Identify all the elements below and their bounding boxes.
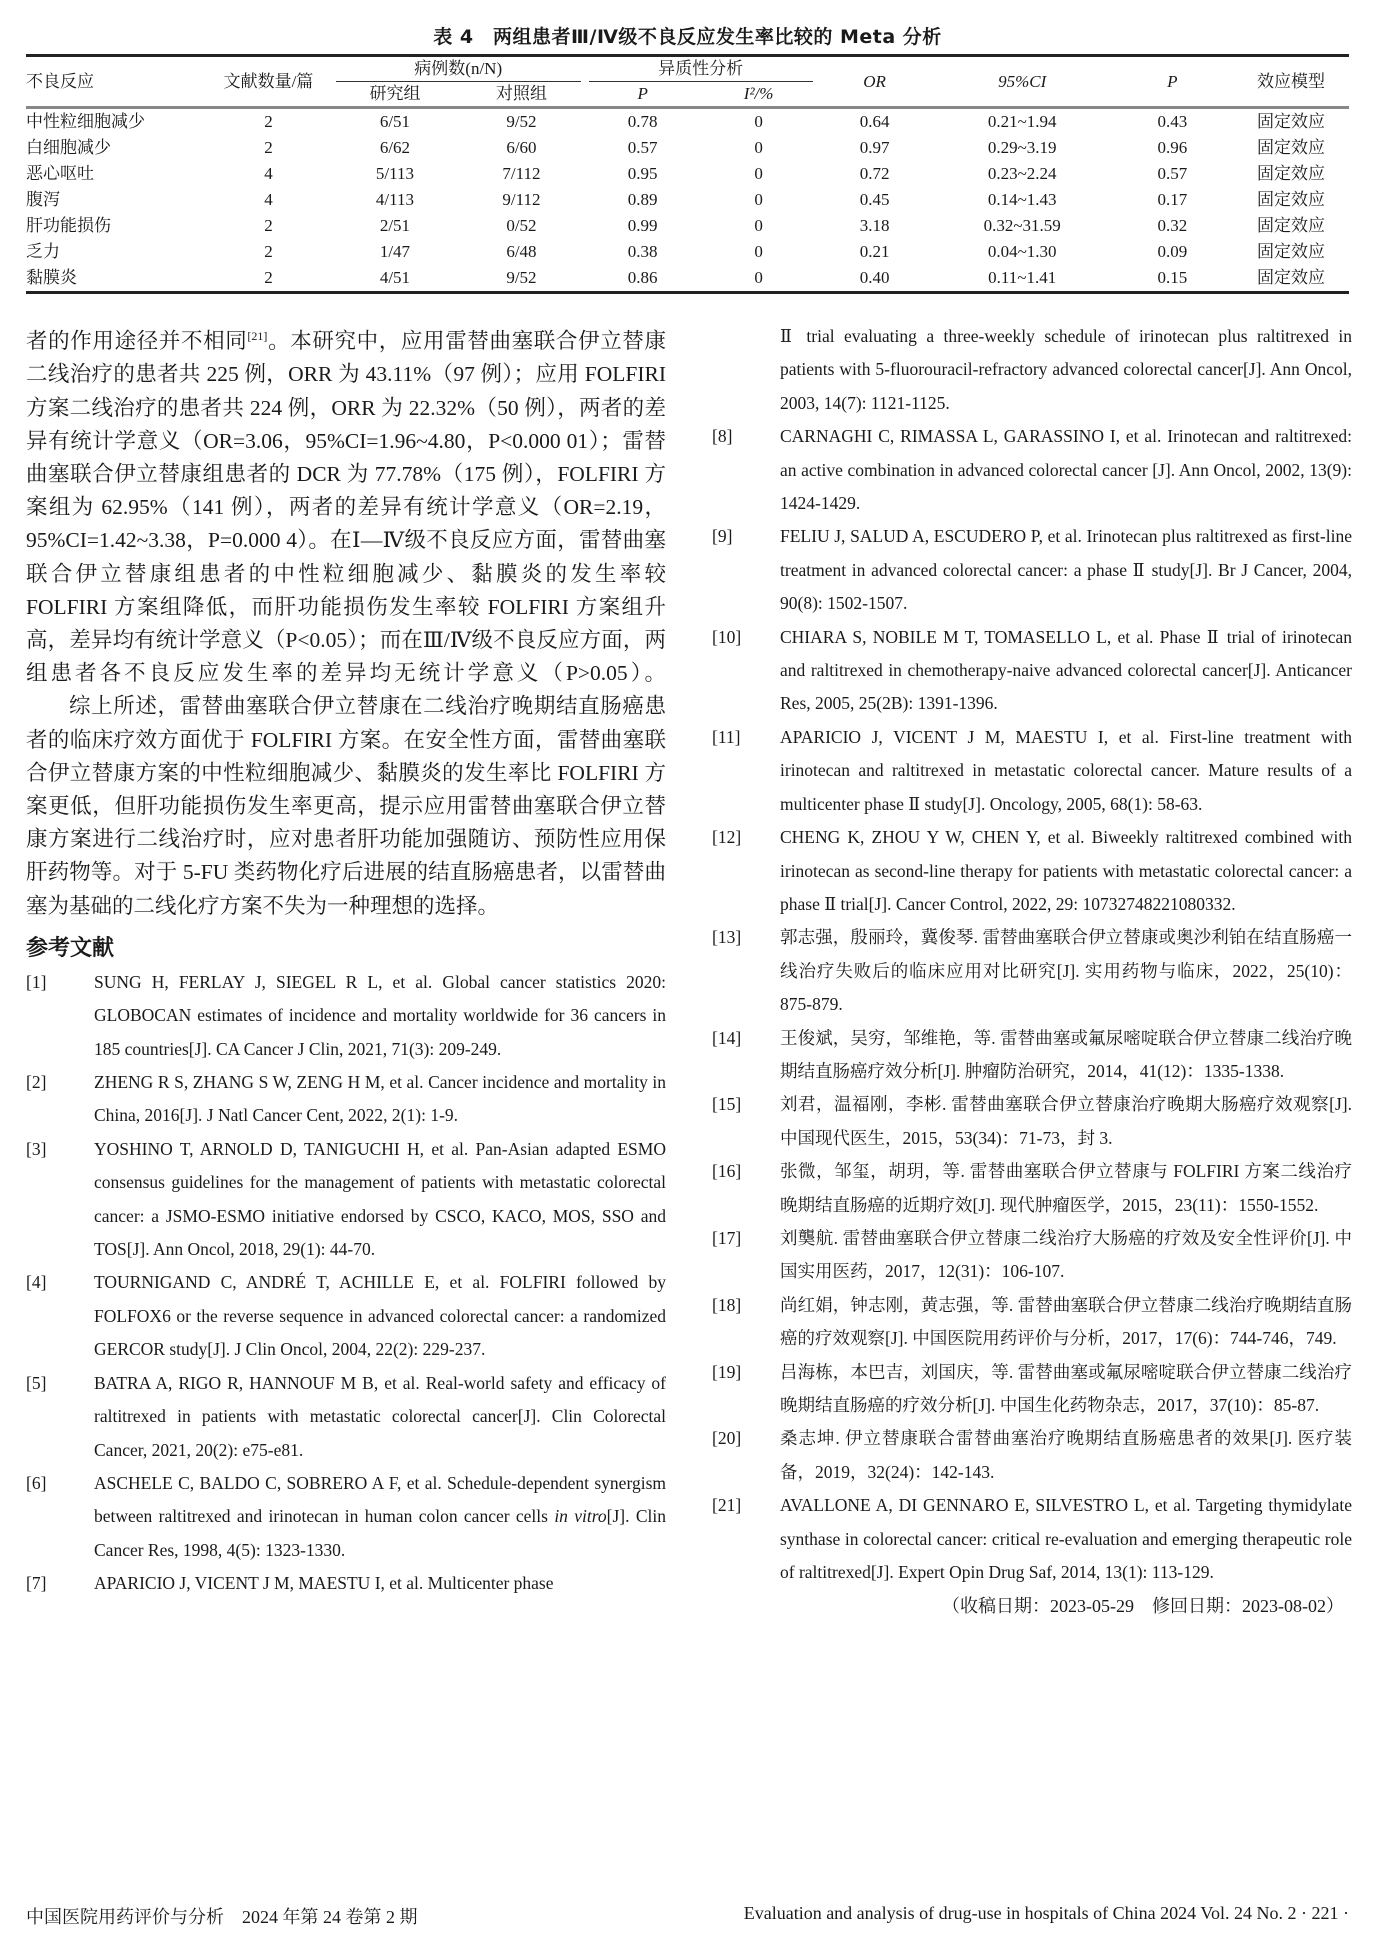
cell-or: 0.64 — [859, 112, 890, 131]
reference-item — [26, 1133, 666, 1267]
reference-text: 吕海栋，本巴吉，刘国庆，等. 雷替曲塞或氟尿嘧啶联合伊立替康二线治疗晚期结直肠癌的疗效分析[J]. 中国生化药物杂志，2017，37(10)：85-87. — [780, 1361, 1352, 1415]
reference-text: 桑志坤. 伊立替康联合雷替曲塞治疗晚期结直肠癌患者的效果[J]. 医疗装备，2019，32(24)：142-143. — [780, 1428, 1352, 1482]
header-heterogeneity-group: 异质性分析 — [585, 56, 817, 83]
header-model: 效应模型 — [1233, 56, 1349, 108]
cell-p: 0.09 — [1157, 242, 1188, 261]
cell-i2: 0 — [754, 242, 763, 261]
references-left-list — [26, 966, 666, 1601]
reference-number: [5] — [26, 1372, 47, 1393]
reference-item — [26, 1266, 666, 1366]
reference-text: CHENG K, ZHOU Y W, CHEN Y, et al. Biweekly raltitrexed combined with irinotecan as second-line therapy for patients with metastatic colorectal cancer: a phase Ⅱ trial[J]. Cancer Control, 2022, 29: 10732748221080332. — [780, 827, 1352, 914]
reference-number: [21] — [712, 1495, 742, 1516]
reference-text: 刘君，温福刚，李彬. 雷替曲塞联合伊立替康治疗晚期大肠癌疗效观察[J]. 中国现代医生，2015，53(34)：71-73，封 3. — [780, 1094, 1352, 1148]
reference-text: BATRA A, RIGO R, HANNOUF M B, et al. Real-world safety and efficacy of raltitrexed in patients with metastatic colorectal cancer[J]. Clin Colorectal Cancer, 2021, 20(2): e75-e81. — [94, 1372, 666, 1460]
reference-text: YOSHINO T, ARNOLD D, TANIGUCHI H, et al. Pan-Asian adapted ESMO consensus guidelines for the management of patients with metastatic colorectal cancer: a JSMO-ESMO initiative endorsed by CSCO, KACO, MOS, SSO and TOS[J]. Ann Oncol, 2018, 29(1): 44-70. — [94, 1138, 666, 1260]
header-p: P — [1112, 56, 1233, 108]
header-study-group: 研究组 — [332, 82, 459, 108]
references-right-list — [712, 420, 1352, 1589]
cell-p: 0.96 — [1157, 138, 1188, 157]
cell-het-p: 0.38 — [627, 242, 658, 261]
table-row — [26, 161, 1349, 187]
reference-number: [6] — [26, 1472, 47, 1493]
cell-count: 4 — [264, 164, 273, 183]
reference-number: [3] — [26, 1138, 47, 1159]
reference-number: [14] — [712, 1027, 742, 1048]
reference-item — [26, 1066, 666, 1133]
reference-item — [712, 520, 1352, 620]
cell-reaction: 白细胞减少 — [26, 138, 111, 157]
cell-model: 固定效应 — [1256, 216, 1325, 235]
cell-i2: 0 — [754, 164, 763, 183]
table-row — [26, 187, 1349, 213]
reference-7-continuation: Ⅱ trial evaluating a three-weekly schedule of irinotecan plus raltitrexed in patients with 5-fluorouracil-refractory advanced colorectal cancer[J]. Ann Oncol, 2003, 14(7): 1121-1125. — [780, 326, 1352, 413]
cell-model: 固定效应 — [1256, 164, 1325, 183]
meta-analysis-table — [26, 54, 1349, 294]
cell-or: 0.45 — [859, 190, 890, 209]
reference-item — [712, 1022, 1352, 1089]
right-column — [712, 320, 1352, 1623]
cell-control: 9/52 — [506, 112, 537, 131]
reference-item — [712, 1222, 1352, 1289]
cell-reaction: 肝功能损伤 — [26, 216, 111, 235]
header-or: OR — [817, 56, 933, 108]
cell-ci: 0.29~3.19 — [987, 138, 1057, 157]
cell-i2: 0 — [701, 265, 817, 293]
cell-ci: 0.04~1.30 — [987, 242, 1057, 261]
cell-control: 9/112 — [502, 190, 541, 209]
header-literature-count: 文献数量/篇 — [205, 56, 332, 108]
footer-journal-cn: 中国医院用药评价与分析 2024 年第 24 卷第 2 期 — [26, 1907, 418, 1927]
cell-control: 6/60 — [506, 138, 537, 157]
reference-text: CHIARA S, NOBILE M T, TOMASELLO L, et al. Phase Ⅱ trial of irinotecan and raltitrexed in chemotherapy-naive advanced colorectal cancer[J]. Anticancer Res, 2005, 25(2B): 1391-1396. — [780, 626, 1352, 714]
reference-item — [712, 1489, 1352, 1589]
header-het-i2: I²/% — [701, 82, 817, 108]
header-cases-group: 病例数(n/N) — [332, 56, 585, 83]
cell-or: 0.97 — [859, 138, 890, 157]
cell-het-p: 0.89 — [627, 190, 658, 209]
reference-item — [26, 966, 666, 1066]
cell-i2: 0 — [754, 138, 763, 157]
cell-model: 固定效应 — [1256, 112, 1325, 131]
cell-model: 固定效应 — [1256, 242, 1325, 261]
cell-study: 6/62 — [379, 138, 411, 157]
reference-number: [20] — [712, 1428, 742, 1449]
cell-or: 0.40 — [817, 265, 933, 293]
results-paragraph: 者的作用途径并不相同[21]。本研究中，应用雷替曲塞联合伊立替康二线治疗的患者共 225 例，ORR 为 43.11%（97 例）；应用 FOLFIRI 方案二线治疗的患者共 224 例，ORR 为 22.32%（50 例），两者的差异有统计学意义（OR=3.06，95%CI=1.96~4.80，P<0.000 01）；雷替曲塞联合伊立替康组患者的 DCR 为 77.78%（175 例），FOLFIRI 方案组为 62.95%（141 例），两者的差异有统计学意义（OR=2.19，95%CI=1.42~3.38，P=0.000 4）。在Ⅰ—Ⅳ级不良反应方面，雷替曲塞联合伊立替康组患者的中性粒细胞减少、黏膜炎的发生率较 FOLFIRI 方案组降低，而肝功能损伤发生率较 FOLFIRI 方案组升高，差异均有统计学意义（P<0.05）；而在Ⅲ/Ⅳ级不良反应方面，两组患者各不良反应发生率的差异均无统计学意义（P>0.05）。 — [26, 329, 666, 686]
reference-text: APARICIO J, VICENT J M, MAESTU I, et al. First-line treatment with irinotecan and raltitrexed in metastatic colorectal cancer. Mature results of a multicenter phase Ⅱ study[J]. Oncology, 2005, 68(1): 58-63. — [780, 726, 1352, 814]
reference-item — [712, 1088, 1352, 1155]
table-row — [26, 265, 1349, 293]
cell-count: 4 — [264, 190, 273, 209]
cell-reaction: 恶心呕吐 — [26, 164, 94, 183]
reference-number: [4] — [26, 1272, 47, 1293]
cell-study: 4/113 — [375, 190, 414, 209]
cell-het-p: 0.99 — [627, 216, 658, 235]
reference-text: AVALLONE A, DI GENNARO E, SILVESTRO L, et al. Targeting thymidylate synthase in colorectal cancer: critical re-evaluation and emerging therapeutic role of raltitrexed[J]. Expert Opin Drug Saf, 2014, 13(1): 113-129. — [780, 1495, 1352, 1583]
cell-study: 4/51 — [332, 265, 459, 293]
reference-text: SUNG H, FERLAY J, SIEGEL R L, et al. Global cancer statistics 2020: GLOBOCAN estimates of incidence and mortality worldwide for 36 cancers in 185 countries[J]. CA Cancer J Clin, 2021, 71(3): 209-249. — [94, 971, 666, 1059]
reference-text: 张微，邹玺，胡玥，等. 雷替曲塞联合伊立替康与 FOLFIRI 方案二线治疗晚期结直肠癌的近期疗效[J]. 现代肿瘤医学，2015，23(11)：1550-1552. — [780, 1161, 1352, 1215]
cell-het-p: 0.86 — [585, 265, 701, 293]
header-adverse-reaction: 不良反应 — [26, 56, 205, 108]
cell-p: 0.15 — [1112, 265, 1233, 293]
cell-study: 6/51 — [379, 112, 411, 131]
conclusion-paragraph: 综上所述，雷替曲塞联合伊立替康在二线治疗晚期结直肠癌患者的临床疗效方面优于 FOLFIRI 方案。在安全性方面，雷替曲塞联合伊立替康方案的中性粒细胞减少、黏膜炎的发生率比 FOLFIRI 方案更低，但肝功能损伤发生率更高，提示应用雷替曲塞联合伊立替康方案进行二线治疗时，应对患者肝功能加强随访、预防性应用保肝药物等。对于 5-FU 类药物化疗后进展的结直肠癌患者，以雷替曲塞为基础的二线化疗方案不失为一种理想的选择。 — [26, 694, 666, 918]
cell-count: 2 — [264, 216, 273, 235]
cell-ci: 0.11~1.41 — [933, 265, 1112, 293]
reference-number: [18] — [712, 1294, 742, 1315]
reference-item — [712, 921, 1352, 1021]
reference-item — [712, 621, 1352, 721]
reference-text: 郭志强，殷丽玲，冀俊琴. 雷替曲塞联合伊立替康或奥沙利铂在结直肠癌一线治疗失败后的临床应用对比研究[J]. 实用药物与临床，2022，25(10)：875-879. — [780, 927, 1352, 1015]
reference-item — [712, 1422, 1352, 1489]
reference-item — [712, 420, 1352, 520]
cell-p: 0.17 — [1157, 190, 1188, 209]
reference-number: [10] — [712, 626, 742, 647]
cell-reaction: 黏膜炎 — [26, 265, 205, 293]
reference-number: [7] — [26, 1573, 47, 1594]
cell-model: 固定效应 — [1233, 265, 1349, 293]
reference-number: [15] — [712, 1094, 742, 1115]
cell-control: 9/52 — [458, 265, 585, 293]
cell-reaction: 乏力 — [26, 242, 60, 261]
reference-number: [13] — [712, 927, 742, 948]
cell-reaction: 中性粒细胞减少 — [26, 112, 145, 131]
cell-count: 2 — [264, 112, 273, 131]
reference-number: [11] — [712, 726, 741, 747]
reference-number: [2] — [26, 1072, 47, 1093]
table-row — [26, 135, 1349, 161]
reference-text: 尚红娟，钟志刚，黄志强，等. 雷替曲塞联合伊立替康二线治疗晚期结直肠癌的疗效观察[J]. 中国医院用药评价与分析，2017，17(6)：744-746，749. — [780, 1294, 1352, 1349]
cell-het-p: 0.78 — [627, 112, 658, 131]
cell-study: 1/47 — [379, 242, 411, 261]
cell-het-p: 0.57 — [627, 138, 658, 157]
citation-21[interactable]: [21] — [247, 329, 268, 343]
reference-number: [17] — [712, 1227, 742, 1248]
header-ci: 95%CI — [933, 56, 1112, 108]
header-het-p: P — [585, 82, 701, 108]
reference-number: [19] — [712, 1361, 742, 1382]
reference-text: ZHENG R S, ZHANG S W, ZENG H M, et al. Cancer incidence and mortality in China, 2016[J]. J Natl Cancer Cent, 2022, 2(1): 1-9. — [94, 1072, 666, 1126]
cell-p: 0.32 — [1157, 216, 1188, 235]
cell-or: 0.72 — [859, 164, 890, 183]
left-column — [26, 320, 666, 1601]
reference-number: [12] — [712, 827, 742, 848]
cell-ci: 0.14~1.43 — [987, 190, 1057, 209]
table-row — [26, 213, 1349, 239]
cell-control: 6/48 — [506, 242, 537, 261]
reference-number: [8] — [712, 426, 733, 447]
reference-item — [712, 821, 1352, 921]
cell-p: 0.43 — [1157, 112, 1188, 131]
reference-text: ASCHELE C, BALDO C, SOBRERO A F, et al. Schedule-dependent synergism between raltitrexed and irinotecan in human colon cancer cells in vitro[J]. Clin Cancer Res, 1998, 4(5): 1323-1330. — [94, 1472, 666, 1560]
cell-reaction: 腹泻 — [26, 190, 60, 209]
cell-count: 2 — [264, 242, 273, 261]
cell-study: 5/113 — [375, 164, 414, 183]
table-row — [26, 108, 1349, 136]
reference-number: [1] — [26, 971, 47, 992]
cell-model: 固定效应 — [1256, 138, 1325, 157]
cell-or: 0.21 — [859, 242, 890, 261]
reference-item — [712, 1155, 1352, 1222]
cell-control: 7/112 — [502, 164, 541, 183]
reference-item — [26, 1367, 666, 1467]
reference-item — [26, 1567, 666, 1600]
cell-p: 0.57 — [1157, 164, 1188, 183]
table-caption: 表 4 两组患者Ⅲ/Ⅳ级不良反应发生率比较的 Meta 分析 — [433, 26, 942, 48]
cell-ci: 0.32~31.59 — [983, 216, 1061, 235]
reference-item — [712, 721, 1352, 821]
reference-text: FELIU J, SALUD A, ESCUDERO P, et al. Irinotecan plus raltitrexed as first-line treatment in advanced colorectal cancer: a phase Ⅱ study[J]. Br J Cancer, 2004, 90(8): 1502-1507. — [780, 526, 1352, 614]
cell-control: 0/52 — [506, 216, 537, 235]
cell-ci: 0.23~2.24 — [987, 164, 1057, 183]
cell-study: 2/51 — [379, 216, 411, 235]
references-heading: 参考文献 — [26, 935, 115, 961]
cell-het-p: 0.95 — [627, 164, 658, 183]
cell-i2: 0 — [754, 216, 763, 235]
cell-or: 3.18 — [859, 216, 890, 235]
cell-ci: 0.21~1.94 — [987, 112, 1057, 131]
received-revised-dates: （收稿日期：2023-05-29 修回日期：2023-08-02） — [942, 1596, 1344, 1617]
reference-text: TOURNIGAND C, ANDRÉ T, ACHILLE E, et al. FOLFIRI followed by FOLFOX6 or the reverse sequence in advanced colorectal cancer: a randomized GERCOR study[J]. J Clin Oncol, 2004, 22(2): 229-237. — [94, 1272, 666, 1360]
reference-item — [712, 1289, 1352, 1356]
reference-text: 刘龑航. 雷替曲塞联合伊立替康二线治疗大肠癌的疗效及安全性评价[J]. 中国实用医药，2017，12(31)：106-107. — [780, 1227, 1352, 1282]
reference-item — [712, 1356, 1352, 1423]
cell-model: 固定效应 — [1256, 190, 1325, 209]
reference-text: CARNAGHI C, RIMASSA L, GARASSINO I, et al. Irinotecan and raltitrexed: an active combination in advanced colorectal cancer [J]. Ann Oncol, 2002, 13(9): 1424-1429. — [780, 426, 1352, 514]
table-row — [26, 239, 1349, 265]
reference-text: 王俊斌，吴穷，邹维艳，等. 雷替曲塞或氟尿嘧啶联合伊立替康二线治疗晚期结直肠癌疗效分析[J]. 肿瘤防治研究，2014，41(12)：1335-1338. — [780, 1027, 1352, 1081]
reference-number: [16] — [712, 1161, 742, 1182]
reference-number: [9] — [712, 526, 733, 547]
cell-count: 2 — [205, 265, 332, 293]
reference-item — [26, 1467, 666, 1567]
footer-journal-en: Evaluation and analysis of drug-use in hospitals of China 2024 Vol. 24 No. 2 · 221 · — [743, 1903, 1349, 1923]
cell-i2: 0 — [754, 190, 763, 209]
header-control-group: 对照组 — [458, 82, 585, 108]
cell-count: 2 — [264, 138, 273, 157]
reference-text: APARICIO J, VICENT J M, MAESTU I, et al. Multicenter phase — [94, 1573, 554, 1594]
cell-i2: 0 — [754, 112, 763, 131]
